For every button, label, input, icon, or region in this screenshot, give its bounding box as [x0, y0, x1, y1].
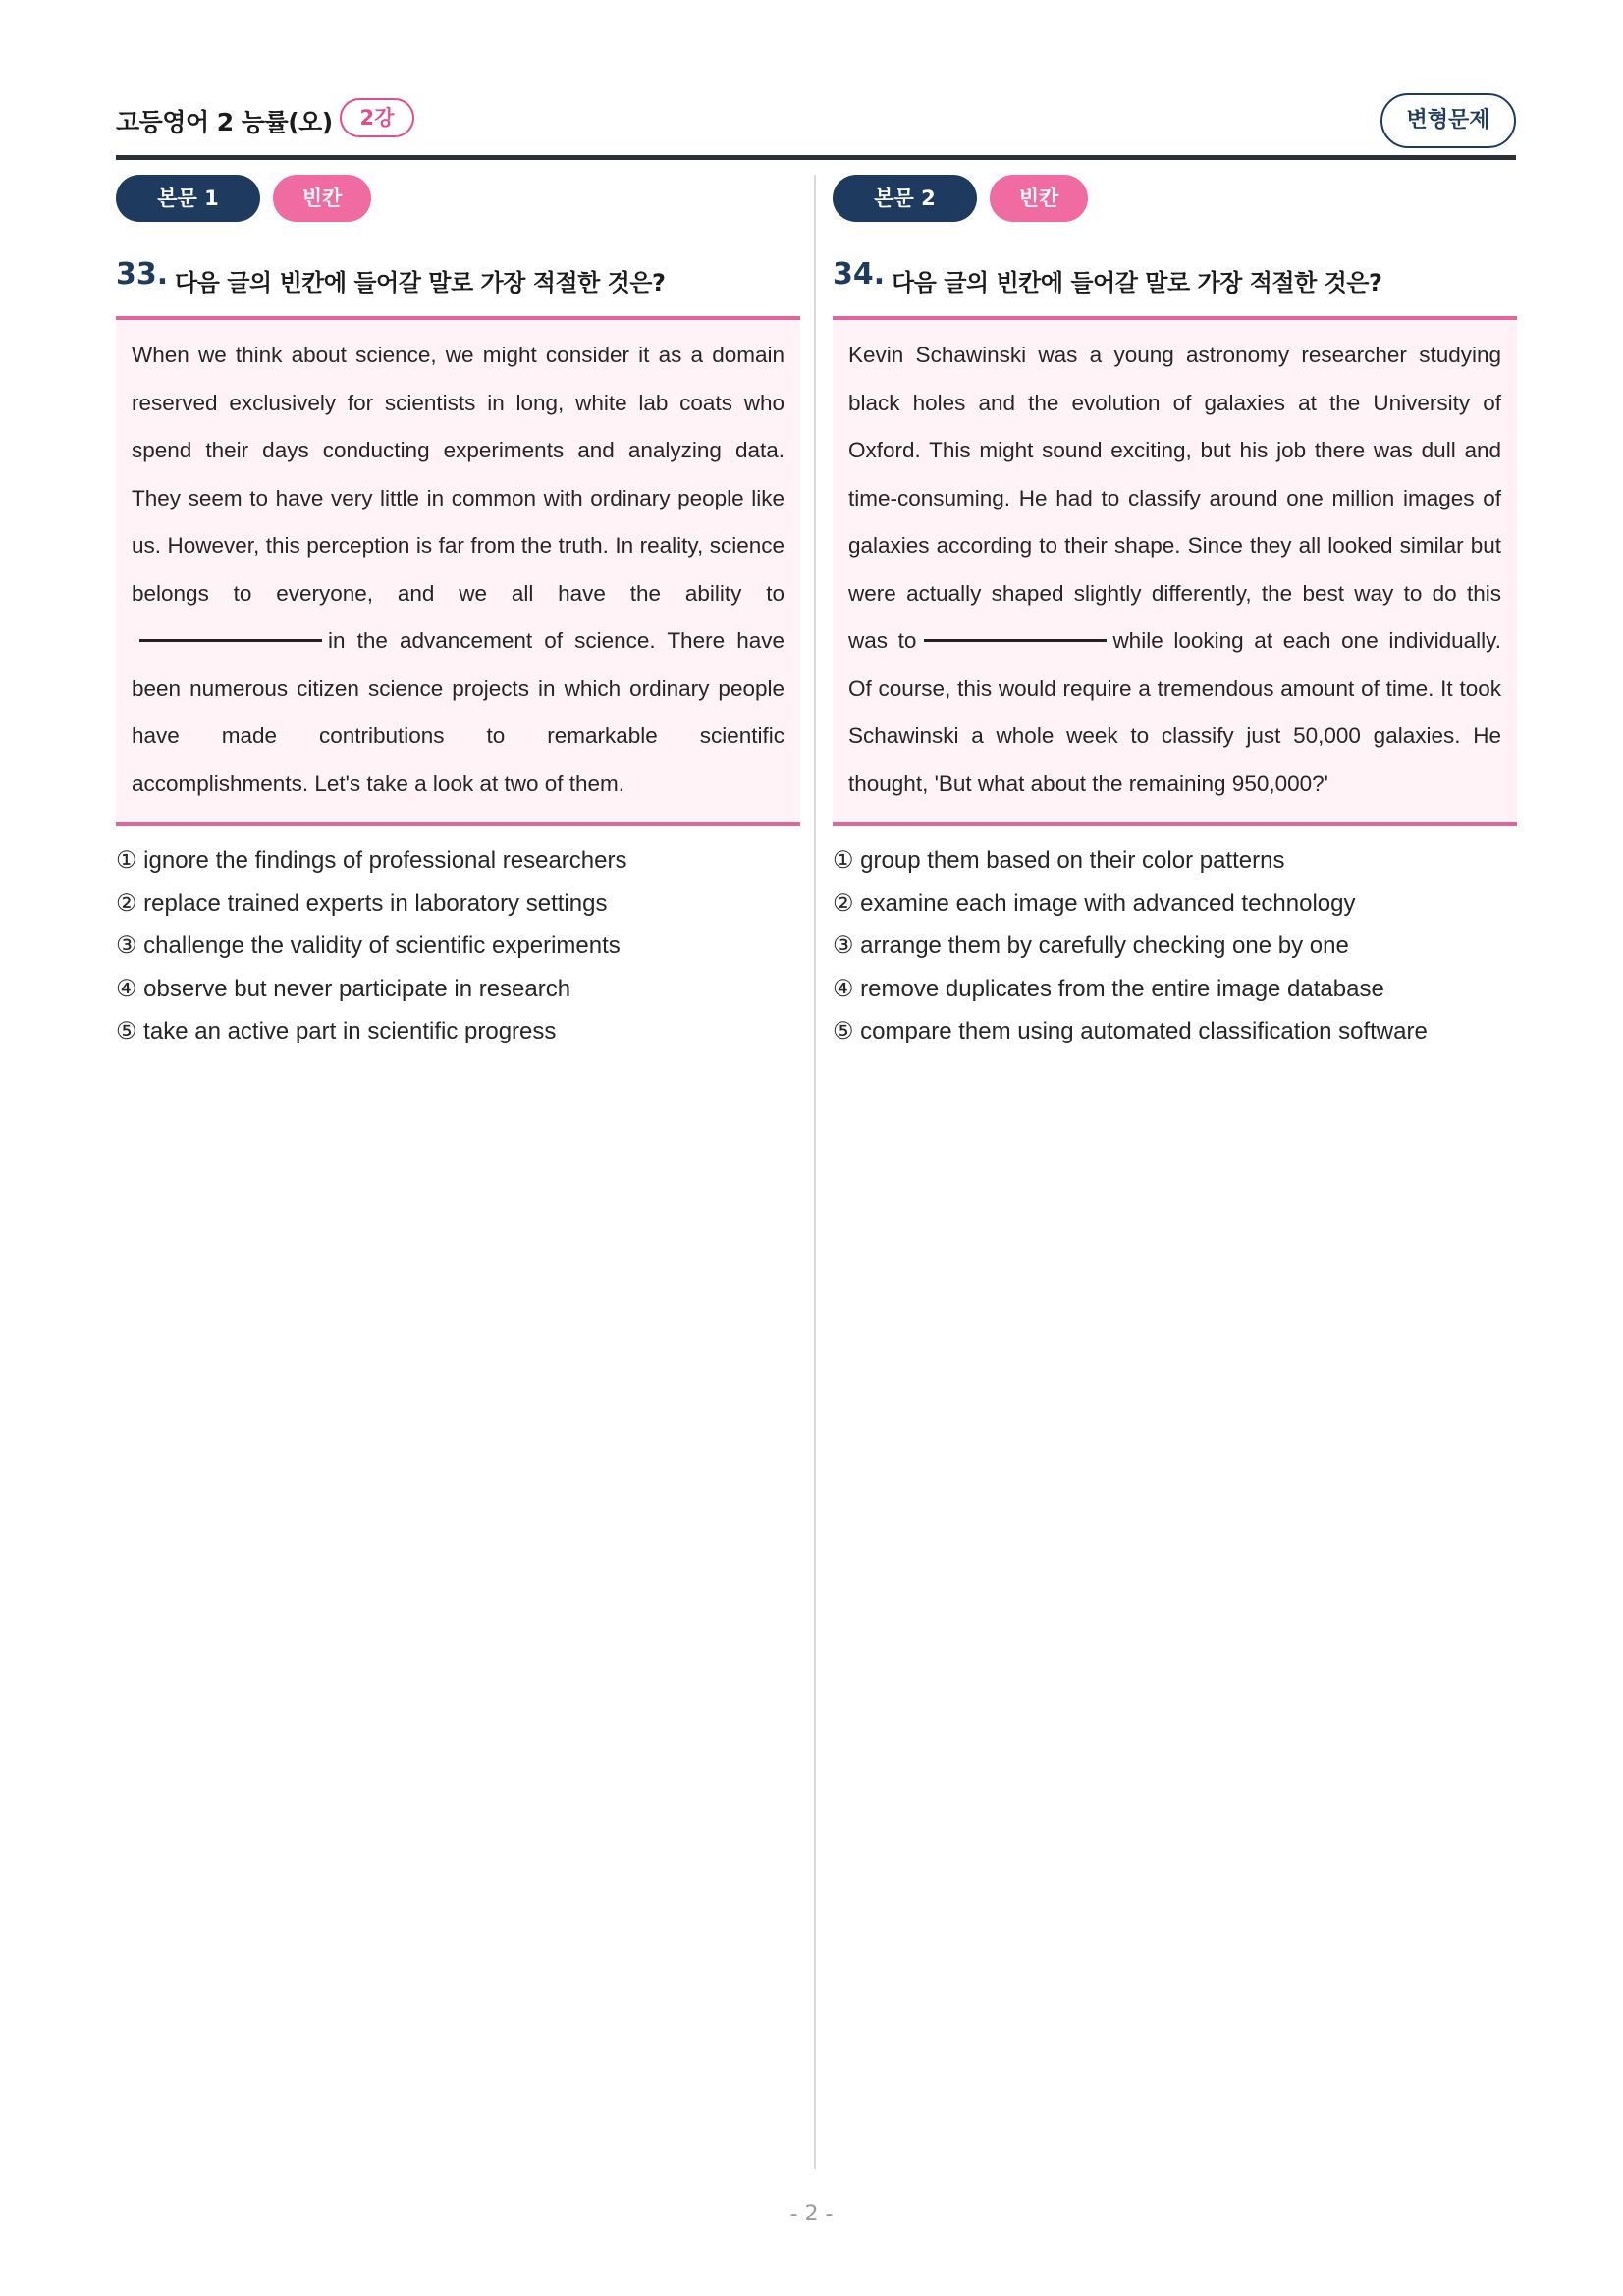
column-divider	[814, 175, 816, 2169]
question-number: 34.	[833, 257, 886, 292]
header-divider	[116, 155, 1516, 160]
page-header	[116, 93, 1516, 160]
option-4[interactable]: ④ observe but never participate in research	[116, 975, 571, 1002]
question-column-2	[833, 175, 1517, 1069]
blank-type-tag: 빈칸	[990, 175, 1088, 222]
answer-options	[833, 839, 1517, 1053]
question-heading	[116, 257, 800, 296]
option-5[interactable]: ⑤ take an active part in scientific progress	[116, 1018, 557, 1044]
answer-blank	[139, 639, 322, 642]
passage-after-blank: in the advancement of science. There have been numerous citizen science projects in which ordinary people have made contributions to remarkable scientific accomplishments. Let's take a look at two of them.	[132, 628, 784, 796]
section-tag: 본문 2	[833, 175, 977, 222]
question-heading	[833, 257, 1517, 296]
question-prompt: 다음 글의 빈칸에 들어갈 말로 가장 적절한 것은?	[175, 269, 666, 296]
option-1[interactable]: ① ignore the findings of professional researchers	[116, 847, 627, 874]
question-column-1	[116, 175, 800, 1069]
answer-options	[116, 839, 800, 1053]
option-5[interactable]: ⑤ compare them using automated classification software	[833, 1018, 1428, 1044]
question-type-badge: 변형문제	[1380, 93, 1516, 148]
passage-before-blank: Kevin Schawinski was a young astronomy researcher studying black holes and the evolution of galaxies at the University of Oxford. This might sound exciting, but his job there was dull and time-consuming. He had to classify around one million images of galaxies according to their shape. Since they all looked similar but were actually shaped slightly differently, the best way to do this was to	[848, 343, 1501, 653]
question-prompt: 다음 글의 빈칸에 들어갈 말로 가장 적절한 것은?	[892, 269, 1382, 296]
passage-after-blank: while looking at each one individually. Of course, this would require a tremendous amount of time. It took Schawinski a whole week to classify just 50,000 galaxies. He thought, 'But what about the remaining 950,000?'	[848, 628, 1501, 796]
option-2[interactable]: ② replace trained experts in laboratory settings	[116, 889, 608, 917]
option-3[interactable]: ③ challenge the validity of scientific experiments	[116, 933, 621, 959]
question-number: 33.	[116, 257, 169, 292]
option-1[interactable]: ① group them based on their color patterns	[833, 847, 1285, 874]
passage-before-blank: When we think about science, we might consider it as a domain reserved exclusively for scientists in long, white lab coats who spend their days conducting experiments and analyzing data. They seem to have very little in common with ordinary people like us. However, this perception is far from the truth. In reality, science belongs to everyone, and we all have the ability to	[132, 343, 784, 606]
page-number: - 2 -	[789, 2202, 834, 2226]
passage-text	[132, 332, 784, 808]
section-tag: 본문 1	[116, 175, 260, 222]
book-title: 고등영어 2 능률(오)	[116, 108, 333, 136]
option-4[interactable]: ④ remove duplicates from the entire image database	[833, 975, 1384, 1002]
tag-row	[116, 175, 800, 222]
answer-blank	[924, 639, 1107, 642]
passage-box	[116, 316, 800, 826]
blank-type-tag: 빈칸	[273, 175, 371, 222]
lesson-badge: 2강	[340, 98, 414, 137]
tag-row	[833, 175, 1517, 222]
passage-box	[833, 316, 1517, 826]
option-3[interactable]: ③ arrange them by carefully checking one by one	[833, 933, 1349, 959]
option-2[interactable]: ② examine each image with advanced technology	[833, 889, 1356, 917]
passage-text	[848, 332, 1501, 808]
